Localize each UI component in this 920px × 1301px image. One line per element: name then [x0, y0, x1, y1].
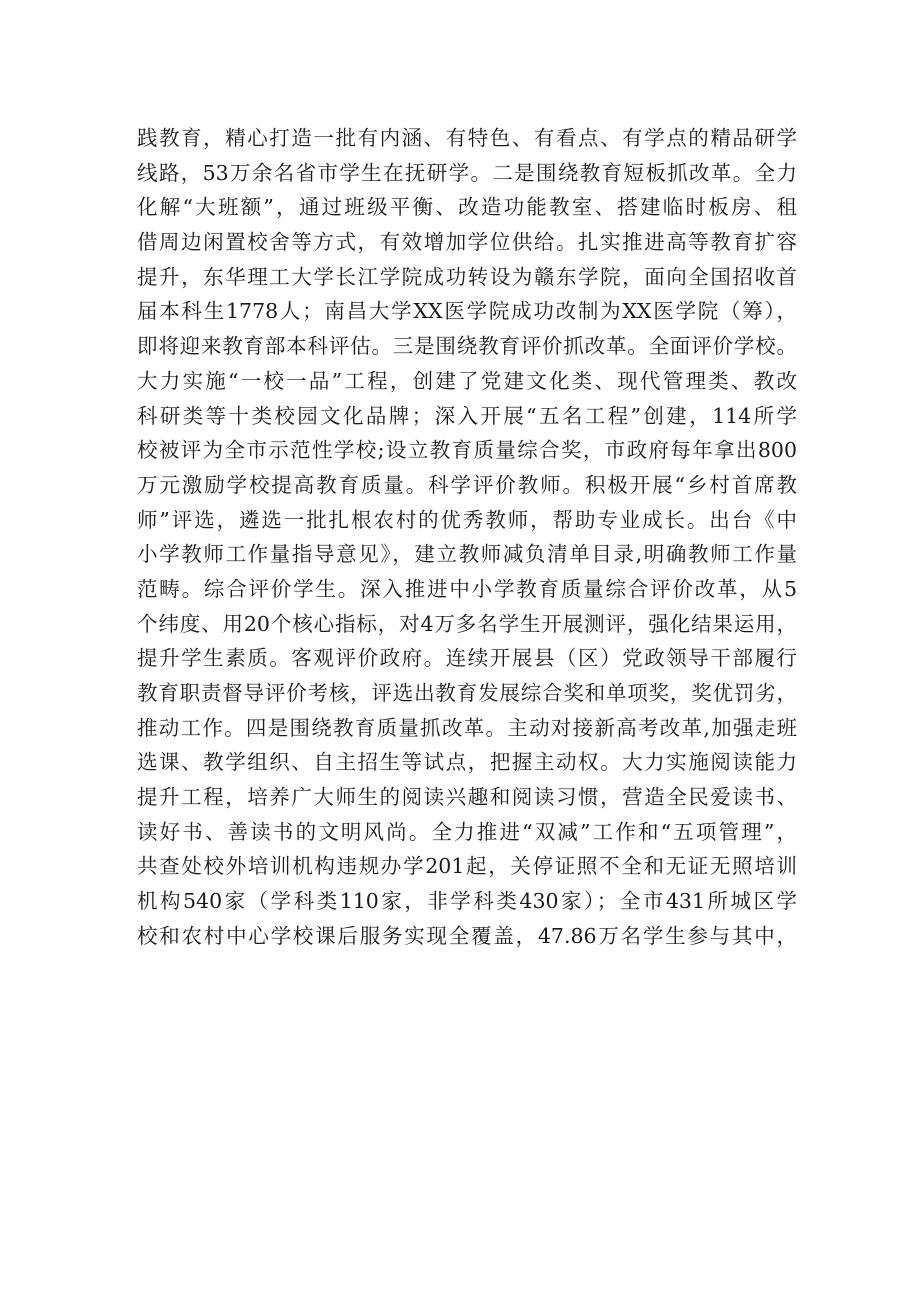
text-line: 校被评为全市示范性学校;设立教育质量综合奖，市政府每年拿出800	[137, 438, 797, 463]
text-line: 提升工程，培养广大师生的阅读兴趣和阅读习惯，营造全民爱读书、	[137, 785, 797, 810]
text-line: 师”评选，遴选一批扎根农村的优秀教师，帮助专业成长。出台《中	[137, 507, 797, 532]
text-line: 提升学生素质。客观评价政府。连续开展县（区）党政领导干部履行	[137, 646, 797, 671]
text-line: 推动工作。四是围绕教育质量抓改革。主动对接新高考改革,加强走班	[137, 715, 797, 740]
text-line: 科研类等十类校园文化品牌；深入开展“五名工程”创建，114所学	[137, 403, 797, 428]
text-line: 万元激励学校提高教育质量。科学评价教师。积极开展“乡村首席教	[137, 472, 797, 497]
text-line: 提升，东华理工大学长江学院成功转设为赣东学院，面向全国招收首	[137, 264, 797, 289]
text-line: 共查处校外培训机构违规办学201起，关停证照不全和无证无照培训	[137, 854, 797, 879]
text-line: 范畴。综合评价学生。深入推进中小学教育质量综合评价改革，从5	[137, 576, 797, 601]
text-line: 线路，53万余名省市学生在抚研学。二是围绕教育短板抓改革。全力	[137, 160, 797, 185]
body-paragraph	[137, 121, 797, 954]
text-line: 大力实施“一校一品”工程，创建了党建文化类、现代管理类、教改	[137, 368, 797, 393]
text-line: 教育职责督导评价考核，评选出教育发展综合奖和单项奖，奖优罚劣，	[137, 681, 797, 705]
text-line: 借周边闲置校舍等方式，有效增加学位供给。扎实推进高等教育扩容	[137, 230, 797, 255]
text-line: 践教育，精心打造一批有内涵、有特色、有看点、有学点的精品研学	[137, 126, 797, 150]
text-line: 校和农村中心学校课后服务实现全覆盖，47.86万名学生参与其中，	[137, 923, 797, 948]
text-line: 化解“大班额”，通过班级平衡、改造功能教室、搭建临时板房、租	[137, 195, 797, 220]
text-line: 读好书、善读书的文明风尚。全力推进“双减”工作和“五项管理”，	[137, 819, 797, 844]
text-line: 届本科生1778人；南昌大学XX医学院成功改制为XX医学院（筹），	[137, 299, 797, 324]
text-line: 个纬度、用20个核心指标，对4万多名学生开展测评，强化结果运用，	[137, 611, 797, 636]
text-line: 小学教师工作量指导意见》，建立教师减负清单目录,明确教师工作量	[137, 542, 797, 567]
text-line: 即将迎来教育部本科评估。三是围绕教育评价抓改革。全面评价学校。	[137, 334, 797, 359]
text-line: 机构540家（学科类110家，非学科类430家）；全市431所城区学	[137, 889, 797, 914]
text-line: 选课、教学组织、自主招生等试点，把握主动权。大力实施阅读能力	[137, 750, 797, 775]
